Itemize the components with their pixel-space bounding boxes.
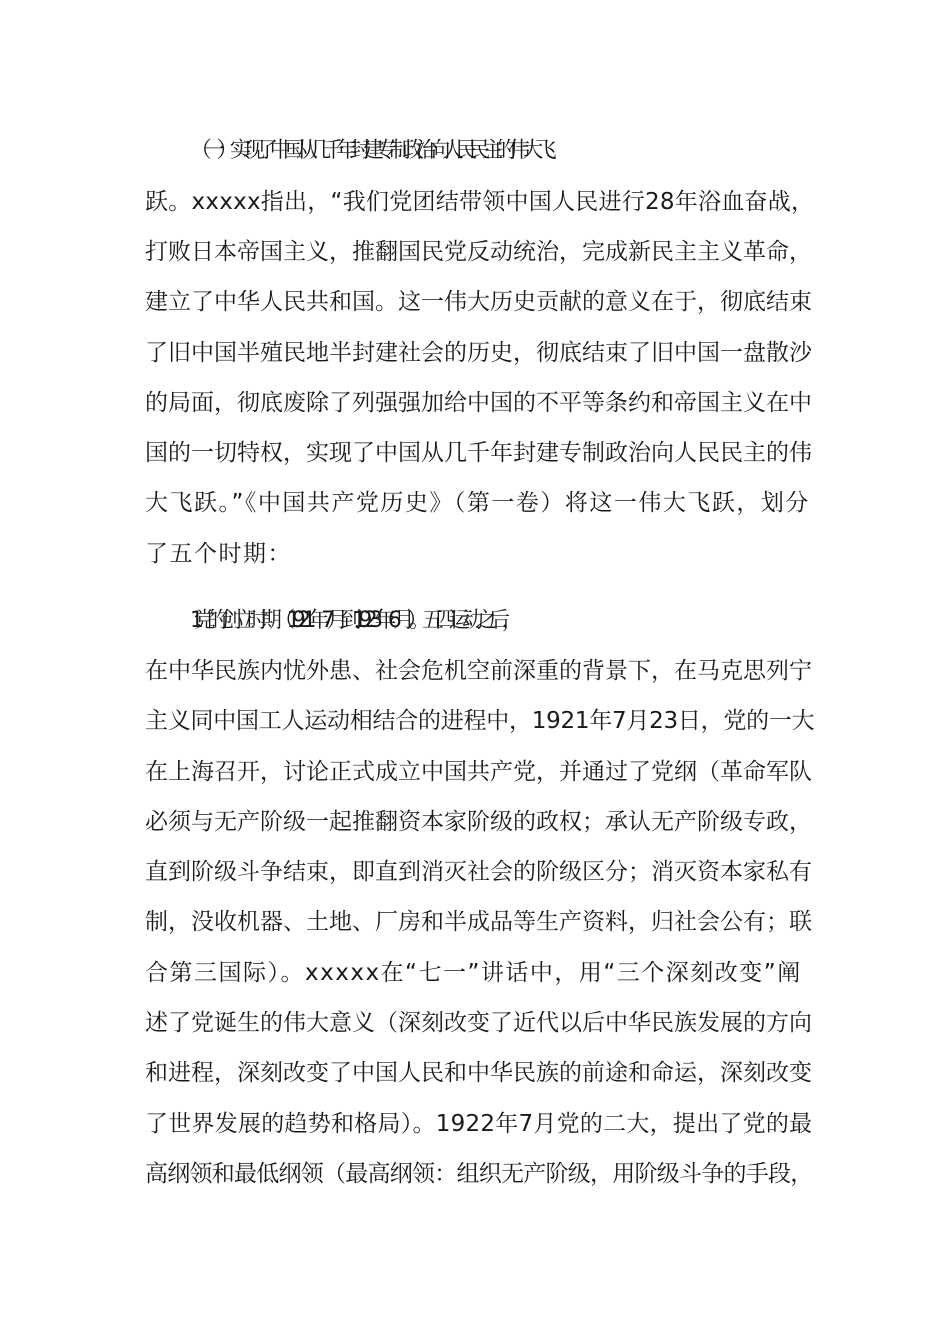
text-line: （一）实现了中国从几千年封建专制政治向人民民主的伟大飞: [190, 138, 549, 163]
text-line: 合第三国际）。xxxxx在“七一”讲话中，用“三个深刻改变”阐: [145, 960, 802, 986]
text-line: 在上海召开，讨论正式成立中国共产党，并通过了党纲（革命军队: [145, 759, 812, 785]
text-line: 高纲领和最低纲领（最高纲领：组织无产阶级，用阶级斗争的手段，: [145, 1161, 813, 1187]
text-line: 国的一切特权，实现了中国从几千年封建专制政治向人民民主的伟: [145, 440, 812, 466]
text-line: 直到阶级斗争结束，即直到消灭社会的阶级区分；消灭资本家私有: [145, 859, 812, 885]
text-line: 制，没收机器、土地、厂房和半成品等生产资料，归社会公有；联: [145, 909, 812, 935]
text-line: 述了党诞生的伟大意义（深刻改变了近代以后中华民族发展的方向: [145, 1010, 812, 1036]
text-line: 大飞跃。”《中国共产党历史》（第一卷）将这一伟大飞跃，划分: [145, 490, 810, 516]
text-line: 在中华民族内忧外患、社会危机空前深重的背景下，在马克思列宁: [145, 658, 812, 684]
text-line: 和进程，深刻改变了中国人民和中华民族的前途和命运，深刻改变: [145, 1060, 812, 1086]
text-line: 打败日本帝国主义，推翻国民党反动统治，完成新民主主义革命，: [145, 239, 812, 265]
text-line: 1.党的创立时期（1921年7月到1923年6月）。五四运动之后，: [190, 608, 515, 633]
text-line: 跃。xxxxx指出，“我们党团结带领中国人民进行28年浴血奋战，: [145, 189, 815, 215]
text-line: 的局面，彻底废除了列强强加给中国的不平等条约和帝国主义在中: [145, 390, 812, 416]
text-line: 了世界发展的趋势和格局）。1922年7月党的二大，提出了党的最: [145, 1111, 813, 1137]
text-line: 必须与无产阶级一起推翻资本家阶级的政权；承认无产阶级专政，: [145, 809, 812, 835]
text-line: 了五个时期：: [145, 541, 292, 567]
text-line: 了旧中国半殖民地半封建社会的历史，彻底结束了旧中国一盘散沙: [145, 340, 812, 366]
text-line: 主义同中国工人运动相结合的进程中，1921年7月23日，党的一大: [145, 708, 815, 734]
text-line: 建立了中华人民共和国。这一伟大历史贡献的意义在于，彻底结束: [145, 289, 812, 315]
